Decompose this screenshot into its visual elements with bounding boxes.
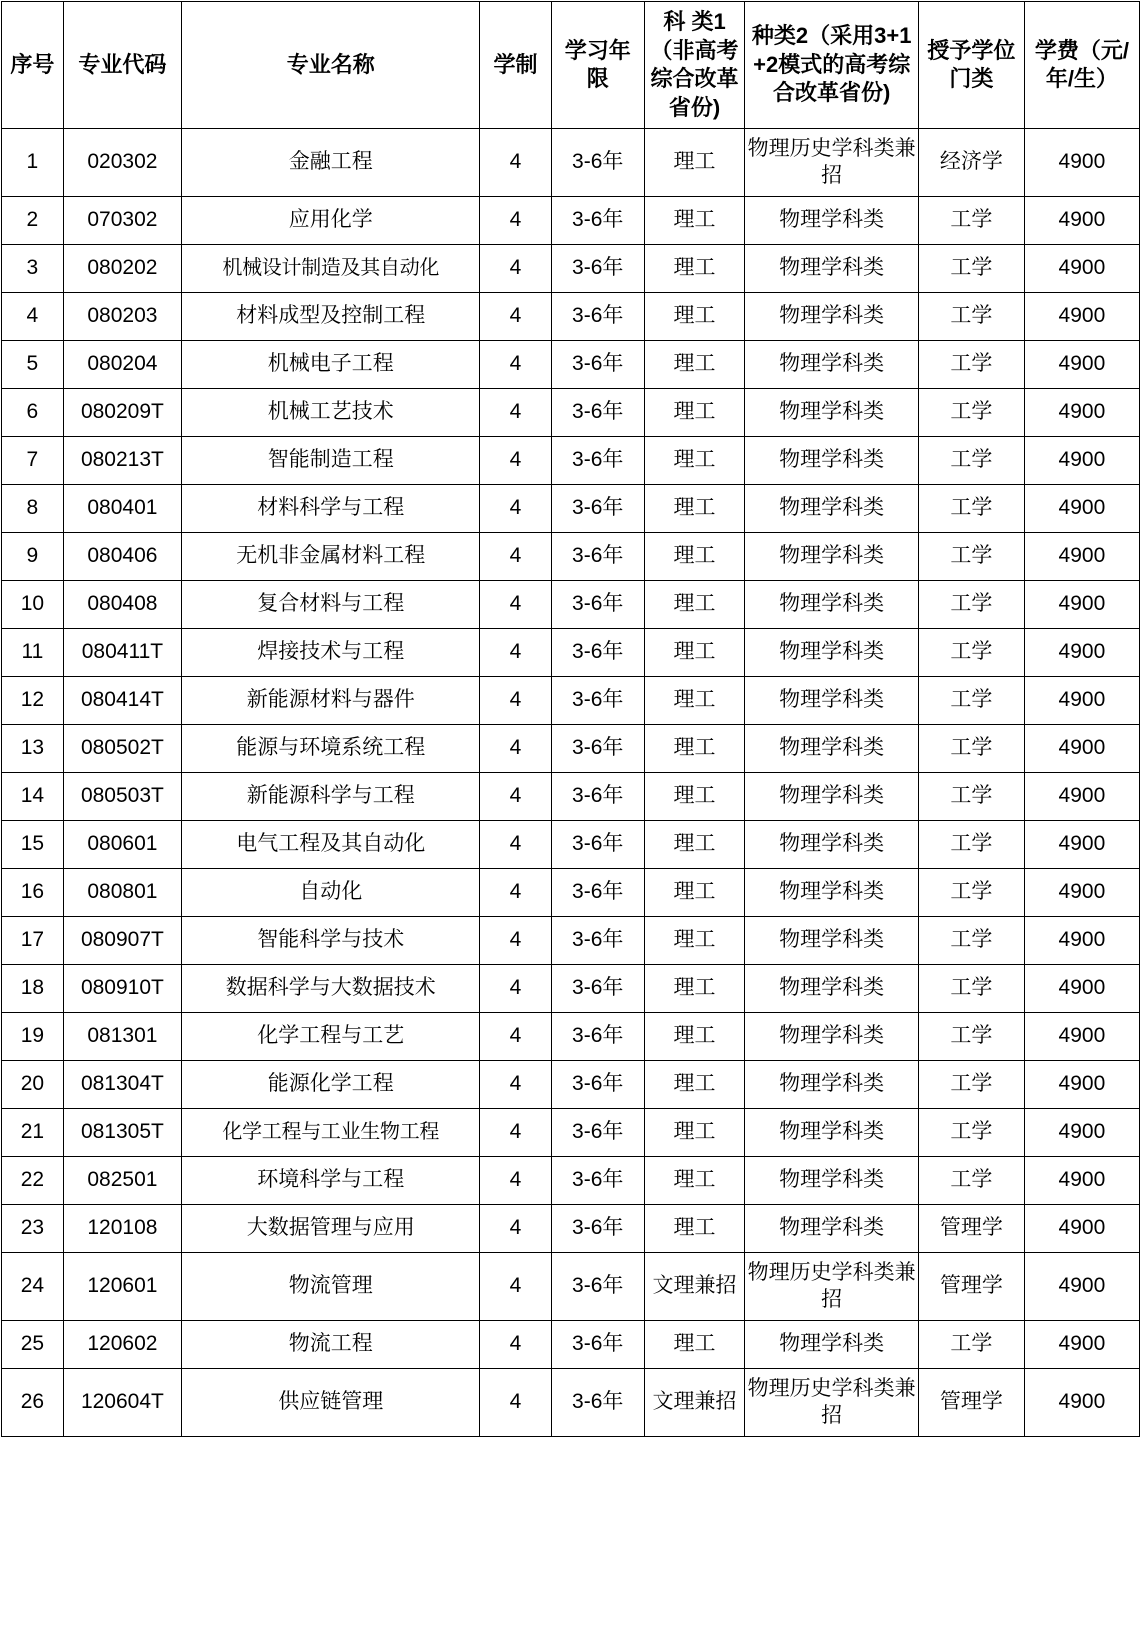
table-row (2, 725, 1140, 773)
cell-code: 020302 (63, 129, 181, 197)
cell-index: 9 (2, 533, 64, 581)
cell-years: 3-6年 (551, 485, 644, 533)
cell-index: 19 (2, 1013, 64, 1061)
cell-degree: 工学 (919, 581, 1025, 629)
column-header-years: 学习年限 (551, 2, 644, 129)
cell-index: 20 (2, 1061, 64, 1109)
cell-code: 080502T (63, 725, 181, 773)
cell-index: 16 (2, 869, 64, 917)
cell-degree: 工学 (919, 1321, 1025, 1369)
cell-fee: 4900 (1024, 129, 1139, 197)
cell-length: 4 (480, 1253, 551, 1321)
column-header-degree: 授予学位门类 (919, 2, 1025, 129)
table-row (2, 1109, 1140, 1157)
cell-category1: 理工 (644, 581, 745, 629)
column-header-fee: 学费（元/年/生） (1024, 2, 1139, 129)
cell-years: 3-6年 (551, 1157, 644, 1205)
cell-category2: 物理学科类 (745, 821, 919, 869)
cell-fee: 4900 (1024, 965, 1139, 1013)
table-row (2, 389, 1140, 437)
cell-category1: 理工 (644, 725, 745, 773)
cell-category2: 物理学科类 (745, 677, 919, 725)
cell-major-name: 化学工程与工业生物工程 (182, 1109, 480, 1157)
cell-length: 4 (480, 197, 551, 245)
cell-fee: 4900 (1024, 437, 1139, 485)
cell-major-name: 物流工程 (182, 1321, 480, 1369)
cell-code: 081305T (63, 1109, 181, 1157)
cell-major-name: 金融工程 (182, 129, 480, 197)
table-row (2, 533, 1140, 581)
table-header (2, 2, 1140, 129)
table-row (2, 129, 1140, 197)
cell-degree: 工学 (919, 965, 1025, 1013)
cell-years: 3-6年 (551, 869, 644, 917)
cell-index: 13 (2, 725, 64, 773)
cell-category2: 物理学科类 (745, 1321, 919, 1369)
cell-fee: 4900 (1024, 917, 1139, 965)
cell-major-name: 无机非金属材料工程 (182, 533, 480, 581)
cell-category2: 物理学科类 (745, 869, 919, 917)
cell-years: 3-6年 (551, 629, 644, 677)
table-row (2, 245, 1140, 293)
cell-major-name: 智能制造工程 (182, 437, 480, 485)
cell-fee: 4900 (1024, 725, 1139, 773)
cell-category1: 理工 (644, 629, 745, 677)
cell-category2: 物理历史学科类兼招 (745, 129, 919, 197)
table-row (2, 1253, 1140, 1321)
cell-code: 080907T (63, 917, 181, 965)
cell-category1: 理工 (644, 821, 745, 869)
table-row (2, 1013, 1140, 1061)
table-row (2, 1321, 1140, 1369)
cell-degree: 工学 (919, 869, 1025, 917)
column-header-category1: 科 类1（非高考综合改革省份) (644, 2, 745, 129)
cell-degree: 工学 (919, 677, 1025, 725)
cell-fee: 4900 (1024, 485, 1139, 533)
cell-category1: 理工 (644, 437, 745, 485)
cell-code: 080204 (63, 341, 181, 389)
cell-years: 3-6年 (551, 293, 644, 341)
cell-fee: 4900 (1024, 245, 1139, 293)
table-row (2, 629, 1140, 677)
cell-code: 080411T (63, 629, 181, 677)
cell-fee: 4900 (1024, 581, 1139, 629)
cell-category1: 理工 (644, 197, 745, 245)
cell-index: 22 (2, 1157, 64, 1205)
cell-category1: 理工 (644, 1013, 745, 1061)
cell-years: 3-6年 (551, 389, 644, 437)
cell-degree: 管理学 (919, 1253, 1025, 1321)
column-header-index: 序号 (2, 2, 64, 129)
cell-major-name: 智能科学与技术 (182, 917, 480, 965)
cell-category2: 物理学科类 (745, 1013, 919, 1061)
cell-code: 080202 (63, 245, 181, 293)
cell-category2: 物理历史学科类兼招 (745, 1369, 919, 1437)
cell-degree: 管理学 (919, 1369, 1025, 1437)
cell-degree: 工学 (919, 773, 1025, 821)
cell-years: 3-6年 (551, 245, 644, 293)
cell-code: 080408 (63, 581, 181, 629)
cell-category1: 理工 (644, 1321, 745, 1369)
cell-fee: 4900 (1024, 1061, 1139, 1109)
table-row (2, 965, 1140, 1013)
cell-years: 3-6年 (551, 965, 644, 1013)
cell-code: 081304T (63, 1061, 181, 1109)
cell-major-name: 应用化学 (182, 197, 480, 245)
cell-index: 15 (2, 821, 64, 869)
cell-fee: 4900 (1024, 1369, 1139, 1437)
cell-category2: 物理学科类 (745, 1157, 919, 1205)
cell-fee: 4900 (1024, 869, 1139, 917)
cell-length: 4 (480, 917, 551, 965)
cell-category1: 理工 (644, 965, 745, 1013)
cell-index: 3 (2, 245, 64, 293)
cell-major-name: 新能源材料与器件 (182, 677, 480, 725)
cell-category2: 物理学科类 (745, 917, 919, 965)
cell-category1: 理工 (644, 1109, 745, 1157)
cell-category2: 物理学科类 (745, 485, 919, 533)
cell-length: 4 (480, 1013, 551, 1061)
cell-years: 3-6年 (551, 581, 644, 629)
cell-category2: 物理学科类 (745, 437, 919, 485)
cell-major-name: 机械工艺技术 (182, 389, 480, 437)
cell-index: 1 (2, 129, 64, 197)
cell-degree: 工学 (919, 389, 1025, 437)
cell-index: 4 (2, 293, 64, 341)
cell-index: 8 (2, 485, 64, 533)
cell-index: 24 (2, 1253, 64, 1321)
cell-degree: 工学 (919, 629, 1025, 677)
cell-index: 21 (2, 1109, 64, 1157)
cell-index: 23 (2, 1205, 64, 1253)
cell-degree: 工学 (919, 1157, 1025, 1205)
table-row (2, 197, 1140, 245)
cell-code: 080414T (63, 677, 181, 725)
cell-code: 120108 (63, 1205, 181, 1253)
cell-index: 5 (2, 341, 64, 389)
cell-length: 4 (480, 629, 551, 677)
cell-category1: 理工 (644, 245, 745, 293)
cell-index: 2 (2, 197, 64, 245)
cell-category1: 理工 (644, 341, 745, 389)
cell-major-name: 环境科学与工程 (182, 1157, 480, 1205)
cell-length: 4 (480, 725, 551, 773)
cell-fee: 4900 (1024, 773, 1139, 821)
cell-category1: 文理兼招 (644, 1253, 745, 1321)
column-header-name: 专业名称 (182, 2, 480, 129)
cell-length: 4 (480, 1061, 551, 1109)
cell-fee: 4900 (1024, 1013, 1139, 1061)
cell-index: 17 (2, 917, 64, 965)
cell-years: 3-6年 (551, 1205, 644, 1253)
cell-length: 4 (480, 293, 551, 341)
cell-degree: 工学 (919, 1013, 1025, 1061)
cell-fee: 4900 (1024, 197, 1139, 245)
cell-length: 4 (480, 533, 551, 581)
cell-fee: 4900 (1024, 629, 1139, 677)
cell-category2: 物理历史学科类兼招 (745, 1253, 919, 1321)
cell-major-name: 物流管理 (182, 1253, 480, 1321)
cell-category2: 物理学科类 (745, 965, 919, 1013)
cell-years: 3-6年 (551, 1109, 644, 1157)
cell-category2: 物理学科类 (745, 197, 919, 245)
table-row (2, 1205, 1140, 1253)
cell-index: 10 (2, 581, 64, 629)
cell-fee: 4900 (1024, 677, 1139, 725)
cell-length: 4 (480, 1321, 551, 1369)
cell-degree: 工学 (919, 485, 1025, 533)
cell-index: 7 (2, 437, 64, 485)
table-row (2, 293, 1140, 341)
table-row (2, 1369, 1140, 1437)
cell-major-name: 电气工程及其自动化 (182, 821, 480, 869)
cell-code: 070302 (63, 197, 181, 245)
cell-length: 4 (480, 485, 551, 533)
table-body (2, 129, 1140, 1437)
cell-category2: 物理学科类 (745, 773, 919, 821)
cell-category1: 理工 (644, 1061, 745, 1109)
cell-length: 4 (480, 869, 551, 917)
cell-category1: 理工 (644, 129, 745, 197)
cell-fee: 4900 (1024, 389, 1139, 437)
cell-length: 4 (480, 581, 551, 629)
cell-category2: 物理学科类 (745, 1205, 919, 1253)
table-row (2, 1157, 1140, 1205)
majors-table (1, 1, 1140, 1437)
cell-index: 14 (2, 773, 64, 821)
table-row (2, 773, 1140, 821)
table-row (2, 437, 1140, 485)
cell-length: 4 (480, 437, 551, 485)
cell-length: 4 (480, 1369, 551, 1437)
cell-index: 25 (2, 1321, 64, 1369)
cell-major-name: 复合材料与工程 (182, 581, 480, 629)
cell-length: 4 (480, 341, 551, 389)
cell-major-name: 新能源科学与工程 (182, 773, 480, 821)
cell-category2: 物理学科类 (745, 341, 919, 389)
table-row (2, 917, 1140, 965)
cell-category1: 理工 (644, 485, 745, 533)
cell-category1: 理工 (644, 1157, 745, 1205)
column-header-category2: 种类2（采用3+1+2模式的高考综合改革省份) (745, 2, 919, 129)
cell-major-name: 材料科学与工程 (182, 485, 480, 533)
cell-major-name: 大数据管理与应用 (182, 1205, 480, 1253)
cell-years: 3-6年 (551, 725, 644, 773)
cell-category1: 理工 (644, 533, 745, 581)
cell-major-name: 供应链管理 (182, 1369, 480, 1437)
table-row (2, 581, 1140, 629)
cell-fee: 4900 (1024, 341, 1139, 389)
cell-degree: 经济学 (919, 129, 1025, 197)
cell-years: 3-6年 (551, 1253, 644, 1321)
cell-category1: 理工 (644, 677, 745, 725)
cell-code: 120604T (63, 1369, 181, 1437)
cell-category2: 物理学科类 (745, 293, 919, 341)
cell-category1: 文理兼招 (644, 1369, 745, 1437)
table-row (2, 869, 1140, 917)
cell-fee: 4900 (1024, 1109, 1139, 1157)
cell-category1: 理工 (644, 293, 745, 341)
cell-fee: 4900 (1024, 1157, 1139, 1205)
cell-major-name: 自动化 (182, 869, 480, 917)
cell-category1: 理工 (644, 773, 745, 821)
cell-length: 4 (480, 245, 551, 293)
cell-length: 4 (480, 1205, 551, 1253)
cell-category2: 物理学科类 (745, 1109, 919, 1157)
header-row (2, 2, 1140, 129)
cell-degree: 工学 (919, 1061, 1025, 1109)
cell-years: 3-6年 (551, 341, 644, 389)
cell-code: 080910T (63, 965, 181, 1013)
cell-major-name: 数据科学与大数据技术 (182, 965, 480, 1013)
cell-major-name: 化学工程与工艺 (182, 1013, 480, 1061)
table-row (2, 485, 1140, 533)
cell-category2: 物理学科类 (745, 581, 919, 629)
cell-length: 4 (480, 129, 551, 197)
cell-length: 4 (480, 1109, 551, 1157)
cell-major-name: 机械电子工程 (182, 341, 480, 389)
column-header-code: 专业代码 (63, 2, 181, 129)
cell-length: 4 (480, 1157, 551, 1205)
cell-category1: 理工 (644, 869, 745, 917)
cell-code: 120602 (63, 1321, 181, 1369)
cell-fee: 4900 (1024, 1253, 1139, 1321)
cell-degree: 工学 (919, 1109, 1025, 1157)
cell-code: 080203 (63, 293, 181, 341)
cell-years: 3-6年 (551, 1013, 644, 1061)
cell-code: 080401 (63, 485, 181, 533)
cell-code: 080406 (63, 533, 181, 581)
cell-years: 3-6年 (551, 129, 644, 197)
cell-category2: 物理学科类 (745, 725, 919, 773)
cell-index: 26 (2, 1369, 64, 1437)
cell-fee: 4900 (1024, 293, 1139, 341)
cell-years: 3-6年 (551, 821, 644, 869)
cell-length: 4 (480, 389, 551, 437)
cell-major-name: 能源化学工程 (182, 1061, 480, 1109)
cell-degree: 工学 (919, 197, 1025, 245)
cell-category1: 理工 (644, 917, 745, 965)
cell-major-name: 材料成型及控制工程 (182, 293, 480, 341)
cell-degree: 工学 (919, 437, 1025, 485)
cell-years: 3-6年 (551, 773, 644, 821)
cell-degree: 工学 (919, 917, 1025, 965)
cell-length: 4 (480, 821, 551, 869)
cell-category2: 物理学科类 (745, 389, 919, 437)
cell-degree: 管理学 (919, 1205, 1025, 1253)
cell-major-name: 能源与环境系统工程 (182, 725, 480, 773)
cell-category1: 理工 (644, 389, 745, 437)
cell-years: 3-6年 (551, 1321, 644, 1369)
cell-category1: 理工 (644, 1205, 745, 1253)
column-header-length: 学制 (480, 2, 551, 129)
cell-code: 120601 (63, 1253, 181, 1321)
cell-code: 080601 (63, 821, 181, 869)
cell-fee: 4900 (1024, 1321, 1139, 1369)
cell-code: 082501 (63, 1157, 181, 1205)
cell-fee: 4900 (1024, 533, 1139, 581)
cell-years: 3-6年 (551, 677, 644, 725)
cell-length: 4 (480, 965, 551, 1013)
table-row (2, 821, 1140, 869)
cell-code: 080801 (63, 869, 181, 917)
cell-degree: 工学 (919, 533, 1025, 581)
cell-category2: 物理学科类 (745, 245, 919, 293)
cell-index: 11 (2, 629, 64, 677)
cell-index: 18 (2, 965, 64, 1013)
cell-code: 080209T (63, 389, 181, 437)
cell-years: 3-6年 (551, 197, 644, 245)
cell-index: 6 (2, 389, 64, 437)
cell-years: 3-6年 (551, 1061, 644, 1109)
table-row (2, 677, 1140, 725)
cell-years: 3-6年 (551, 533, 644, 581)
cell-length: 4 (480, 677, 551, 725)
cell-category2: 物理学科类 (745, 533, 919, 581)
table-row (2, 341, 1140, 389)
cell-fee: 4900 (1024, 1205, 1139, 1253)
cell-length: 4 (480, 773, 551, 821)
cell-index: 12 (2, 677, 64, 725)
cell-degree: 工学 (919, 725, 1025, 773)
cell-years: 3-6年 (551, 1369, 644, 1437)
table-row (2, 1061, 1140, 1109)
cell-fee: 4900 (1024, 821, 1139, 869)
cell-code: 081301 (63, 1013, 181, 1061)
cell-major-name: 焊接技术与工程 (182, 629, 480, 677)
cell-degree: 工学 (919, 293, 1025, 341)
cell-category2: 物理学科类 (745, 629, 919, 677)
cell-years: 3-6年 (551, 437, 644, 485)
cell-major-name: 机械设计制造及其自动化 (182, 245, 480, 293)
cell-degree: 工学 (919, 245, 1025, 293)
cell-category2: 物理学科类 (745, 1061, 919, 1109)
cell-degree: 工学 (919, 821, 1025, 869)
cell-years: 3-6年 (551, 917, 644, 965)
cell-code: 080503T (63, 773, 181, 821)
cell-code: 080213T (63, 437, 181, 485)
cell-degree: 工学 (919, 341, 1025, 389)
